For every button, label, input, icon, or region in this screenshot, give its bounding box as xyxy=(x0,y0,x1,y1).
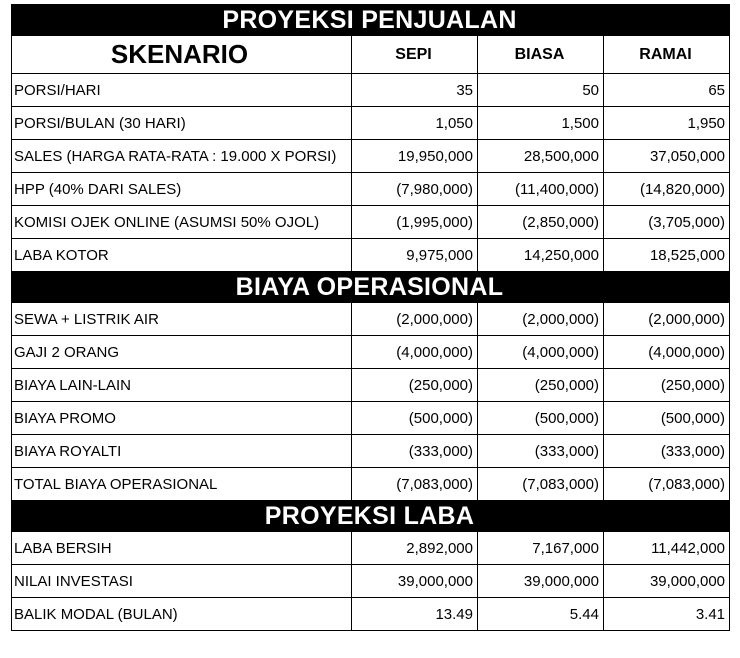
value-cell-sepi: (7,083,000) xyxy=(352,468,478,501)
row-label: BIAYA ROYALTI xyxy=(12,435,352,468)
row-label: BIAYA LAIN-LAIN xyxy=(12,369,352,402)
value-cell-sepi: 2,892,000 xyxy=(352,532,478,565)
column-header-biasa: BIASA xyxy=(478,36,604,74)
value-cell-biasa: (2,850,000) xyxy=(478,206,604,239)
value-cell-ramai: (7,083,000) xyxy=(604,468,730,501)
value-cell-ramai: 65 xyxy=(604,74,730,107)
row-label: PORSI/HARI xyxy=(12,74,352,107)
value-cell-sepi: 9,975,000 xyxy=(352,239,478,272)
row-label: NILAI INVESTASI xyxy=(12,565,352,598)
row-label: TOTAL BIAYA OPERASIONAL xyxy=(12,468,352,501)
section-header-penjualan xyxy=(12,5,730,36)
value-cell-biasa: 28,500,000 xyxy=(478,140,604,173)
row-label: LABA KOTOR xyxy=(12,239,352,272)
table-row xyxy=(12,468,730,501)
row-label: PORSI/BULAN (30 HARI) xyxy=(12,107,352,140)
table-row xyxy=(12,402,730,435)
value-cell-sepi: (333,000) xyxy=(352,435,478,468)
value-cell-ramai: (2,000,000) xyxy=(604,303,730,336)
table-row xyxy=(12,336,730,369)
value-cell-ramai: (333,000) xyxy=(604,435,730,468)
value-cell-biasa: (7,083,000) xyxy=(478,468,604,501)
section-header-operasional xyxy=(12,272,730,303)
table-row xyxy=(12,74,730,107)
value-cell-biasa: (4,000,000) xyxy=(478,336,604,369)
value-cell-ramai: 37,050,000 xyxy=(604,140,730,173)
value-cell-sepi: (2,000,000) xyxy=(352,303,478,336)
value-cell-biasa: 7,167,000 xyxy=(478,532,604,565)
table-row xyxy=(12,206,730,239)
value-cell-sepi: (7,980,000) xyxy=(352,173,478,206)
value-cell-ramai: (500,000) xyxy=(604,402,730,435)
value-cell-sepi: (4,000,000) xyxy=(352,336,478,369)
value-cell-biasa: 50 xyxy=(478,74,604,107)
value-cell-sepi: 35 xyxy=(352,74,478,107)
value-cell-ramai: (250,000) xyxy=(604,369,730,402)
value-cell-ramai: 18,525,000 xyxy=(604,239,730,272)
table-row xyxy=(12,173,730,206)
column-header-ramai: RAMAI xyxy=(604,36,730,74)
value-cell-biasa: (500,000) xyxy=(478,402,604,435)
table-row xyxy=(12,435,730,468)
value-cell-biasa: 14,250,000 xyxy=(478,239,604,272)
value-cell-sepi: 39,000,000 xyxy=(352,565,478,598)
row-label: BIAYA PROMO xyxy=(12,402,352,435)
value-cell-ramai: (3,705,000) xyxy=(604,206,730,239)
section-header-laba xyxy=(12,501,730,532)
section-title: BIAYA OPERASIONAL xyxy=(12,272,730,303)
value-cell-sepi: 13.49 xyxy=(352,598,478,631)
table-row xyxy=(12,107,730,140)
value-cell-sepi: (500,000) xyxy=(352,402,478,435)
column-header-row xyxy=(12,36,730,74)
section-title: PROYEKSI LABA xyxy=(12,501,730,532)
table-row xyxy=(12,140,730,173)
value-cell-biasa: (333,000) xyxy=(478,435,604,468)
value-cell-biasa: (2,000,000) xyxy=(478,303,604,336)
column-header-sepi: SEPI xyxy=(352,36,478,74)
table-row xyxy=(12,565,730,598)
value-cell-biasa: 1,500 xyxy=(478,107,604,140)
penjualan-rows xyxy=(12,74,730,272)
row-label: GAJI 2 ORANG xyxy=(12,336,352,369)
value-cell-sepi: (1,995,000) xyxy=(352,206,478,239)
row-label: SALES (HARGA RATA-RATA : 19.000 X PORSI) xyxy=(12,140,352,173)
laba-rows xyxy=(12,532,730,631)
value-cell-ramai: 11,442,000 xyxy=(604,532,730,565)
row-label: KOMISI OJEK ONLINE (ASUMSI 50% OJOL) xyxy=(12,206,352,239)
table-row xyxy=(12,532,730,565)
operasional-rows xyxy=(12,303,730,501)
value-cell-ramai: 3.41 xyxy=(604,598,730,631)
section-title: PROYEKSI PENJUALAN xyxy=(12,5,730,36)
value-cell-biasa: (250,000) xyxy=(478,369,604,402)
skenario-header: SKENARIO xyxy=(12,36,352,74)
table-row xyxy=(12,598,730,631)
value-cell-sepi: 19,950,000 xyxy=(352,140,478,173)
value-cell-sepi: 1,050 xyxy=(352,107,478,140)
row-label: HPP (40% DARI SALES) xyxy=(12,173,352,206)
value-cell-biasa: (11,400,000) xyxy=(478,173,604,206)
row-label: BALIK MODAL (BULAN) xyxy=(12,598,352,631)
table-row xyxy=(12,239,730,272)
value-cell-biasa: 5.44 xyxy=(478,598,604,631)
value-cell-biasa: 39,000,000 xyxy=(478,565,604,598)
value-cell-ramai: (14,820,000) xyxy=(604,173,730,206)
table-row xyxy=(12,369,730,402)
row-label: LABA BERSIH xyxy=(12,532,352,565)
row-label: SEWA + LISTRIK AIR xyxy=(12,303,352,336)
value-cell-sepi: (250,000) xyxy=(352,369,478,402)
value-cell-ramai: 39,000,000 xyxy=(604,565,730,598)
value-cell-ramai: 1,950 xyxy=(604,107,730,140)
projection-table xyxy=(11,4,730,631)
table-row xyxy=(12,303,730,336)
value-cell-ramai: (4,000,000) xyxy=(604,336,730,369)
